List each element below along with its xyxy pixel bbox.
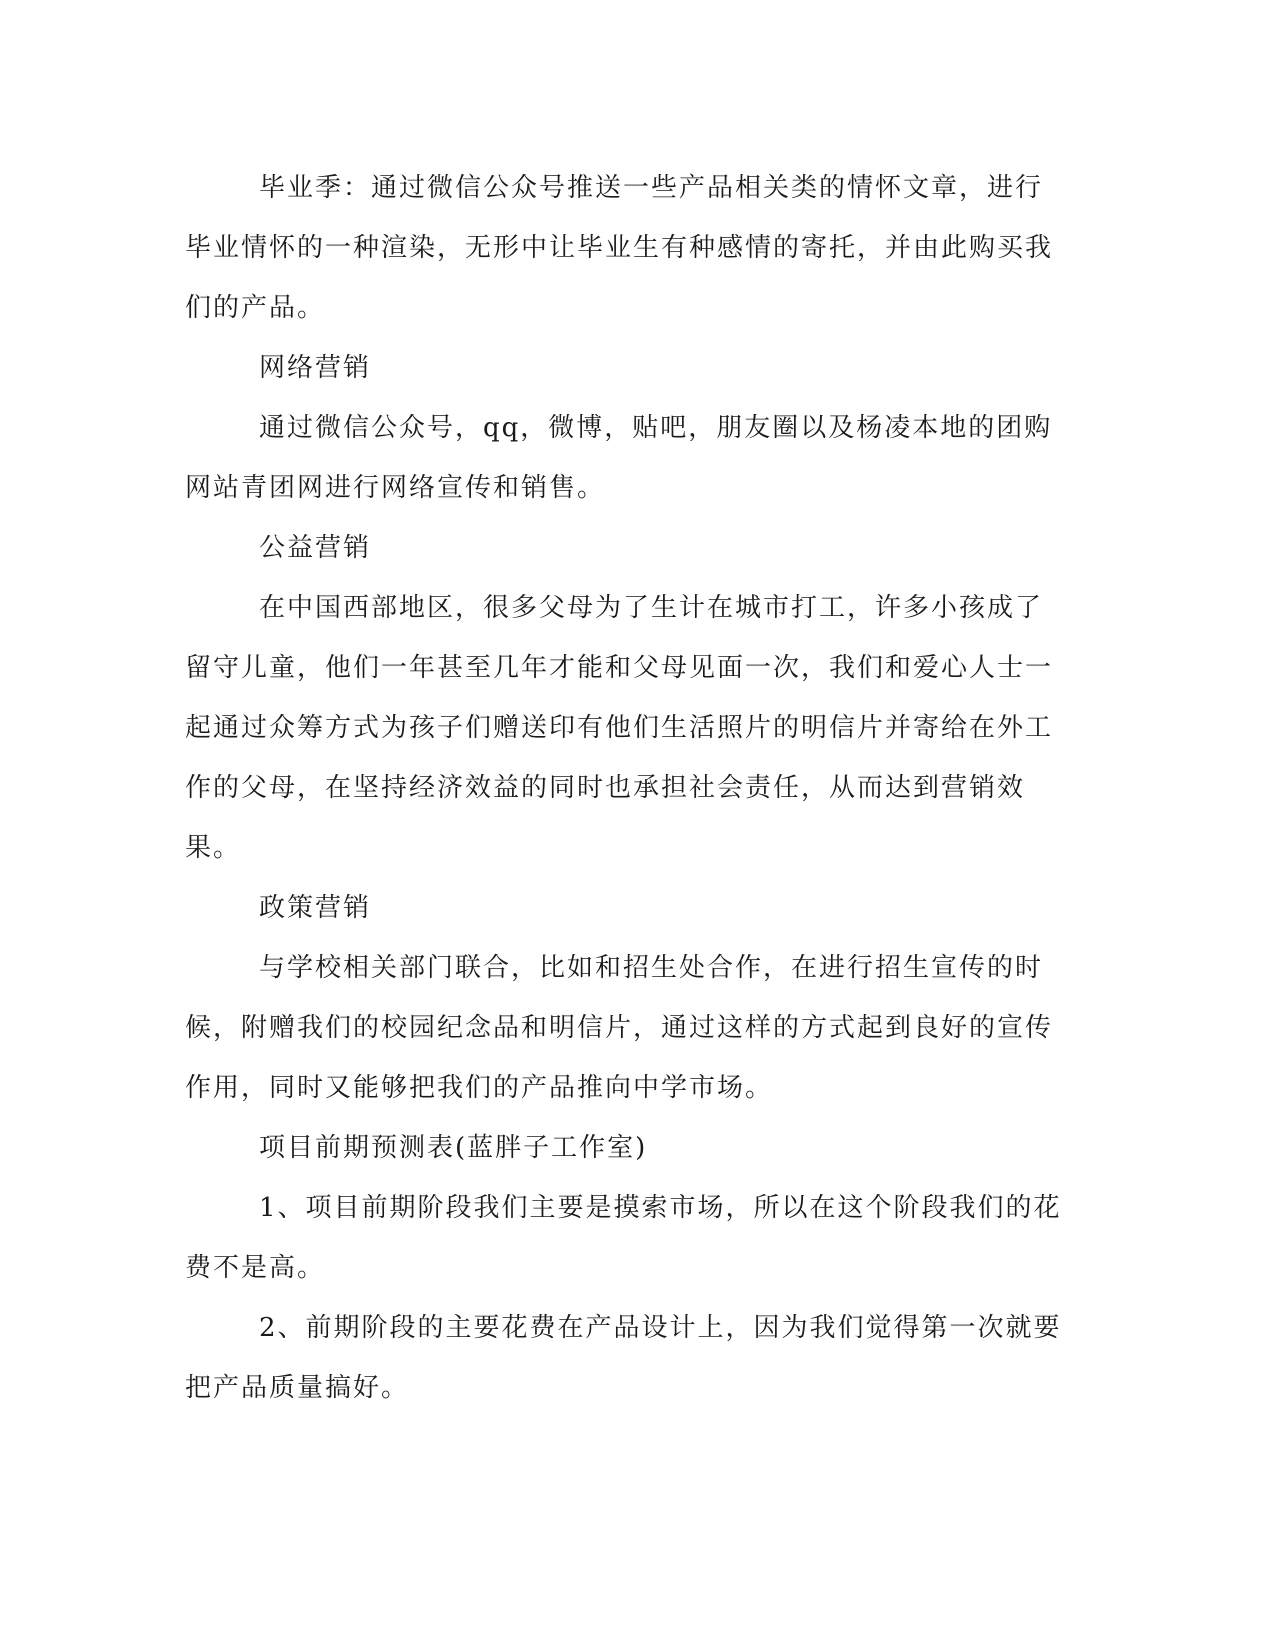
paragraph-graduation-season: 毕业季：通过微信公众号推送一些产品相关类的情怀文章，进行毕业情怀的一种渲染，无形中让毕业生有种感情的寄托，并由此购买我们的产品。 [185, 173, 1054, 323]
paragraph-charity-marketing: 在中国西部地区，很多父母为了生计在城市打工，许多小孩成了留守儿童，他们一年甚至几年才能和父母见面一次，我们和爱心人士一起通过众筹方式为孩子们赠送印有他们生活照片的明信片并寄给在外工作的父母，在坚持经济效益的同时也承担社会责任，从而达到营销效果。 [185, 593, 1054, 863]
heading-forecast-table: 项目前期预测表(蓝胖子工作室) [259, 1133, 648, 1163]
document-body [185, 158, 1065, 1418]
paragraph-online-marketing: 通过微信公众号，qq，微博，贴吧，朋友圈以及杨凌本地的团购网站青团网进行网络宣传和销售。 [185, 413, 1053, 503]
heading-online-marketing: 网络营销 [259, 353, 372, 383]
paragraph-forecast-item-1: 1、项目前期阶段我们主要是摸索市场，所以在这个阶段我们的花费不是高。 [185, 1193, 1062, 1283]
heading-charity-marketing: 公益营销 [259, 533, 372, 563]
paragraph-policy-marketing: 与学校相关部门联合，比如和招生处合作，在进行招生宣传的时候，附赠我们的校园纪念品和明信片，通过这样的方式起到良好的宣传作用，同时又能够把我们的产品推向中学市场。 [185, 953, 1054, 1103]
paragraph-forecast-item-2: 2、前期阶段的主要花费在产品设计上，因为我们觉得第一次就要把产品质量搞好。 [185, 1313, 1062, 1403]
heading-policy-marketing: 政策营销 [259, 893, 372, 923]
